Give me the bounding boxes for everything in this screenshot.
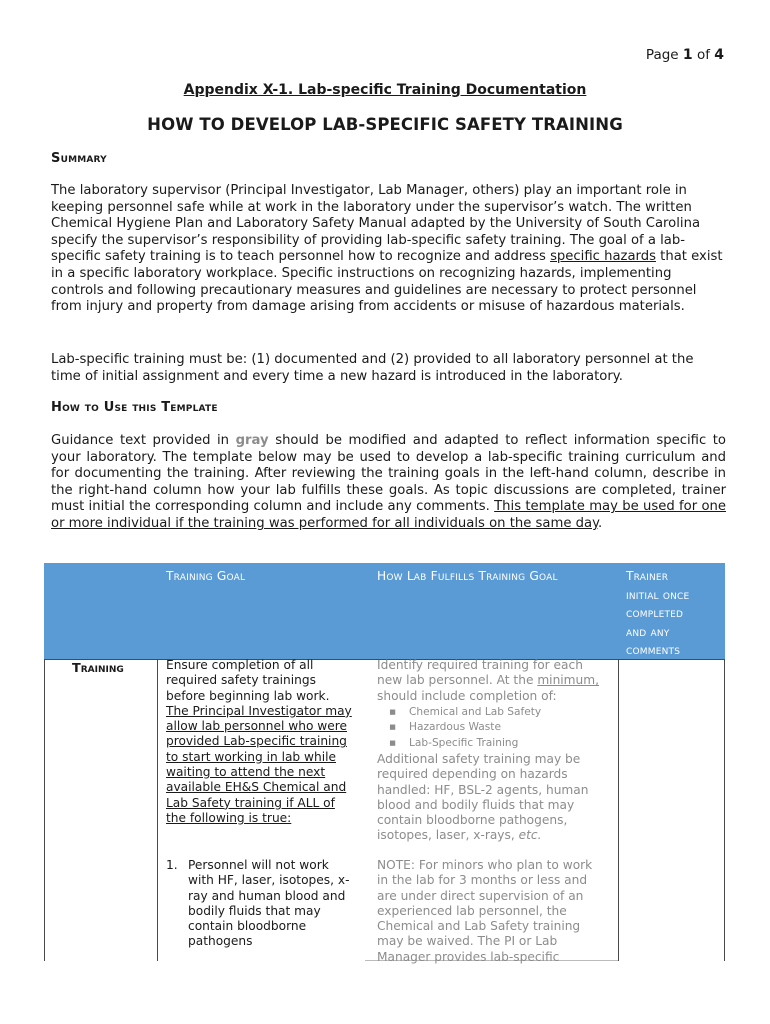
table-border-left	[44, 659, 45, 961]
trainer-initial-field[interactable]	[626, 661, 718, 951]
gray-word: gray	[235, 433, 269, 448]
page-total: 4	[714, 47, 724, 63]
goal-cell: Ensure completion of all required safety trainings before beginning lab work. The Principal Investigator may allow lab personnel who were provided Lab-specific training to start working in lab while waiting to attend the next available EH&S Chemical and Lab Safety training if ALL of the following is true:	[166, 658, 352, 825]
list-item: ▪ Lab-Specific Training	[389, 737, 519, 749]
summary-text-a: The laboratory supervisor (Principal Investigator, Lab Manager, others) play an important role in keeping personnel safe while at work in the laboratory under the supervisor’s watch. The written Chemical Hygiene Plan and Laboratory Safety Manual adapted by the University of South Carolina specify the supervisor’s responsibility of providing lab-specific safety training. The goal of a lab-specific safety training is to teach personnel how to recognize and address	[51, 183, 701, 265]
how-note: NOTE: For minors who plan to work in the lab for 3 months or less and are under direct supervision of an experienced lab personnel, the Chemical and Lab Safety training may be waived. The PI or Lab Manager provides lab-specific	[377, 858, 593, 964]
appendix-title: Appendix X-1. Lab-specific Training Documentation	[183, 82, 587, 98]
header-trainer-initial: Trainer initial once completed and any comments	[626, 569, 690, 657]
how-cell: Identify required training for each new lab personnel. At the minimum, should include completion of:	[377, 658, 600, 703]
page-label: Page	[645, 47, 679, 63]
goal-item-number: 1.	[166, 858, 178, 872]
list-item: ▪ Hazardous Waste	[389, 721, 501, 733]
how-additional: Additional safety training may be required depending on hazards handled: HF, BSL-2 agents, human blood and bodily fluids that may contain bloodborne pathogens, isotopes, laser, x-rays, etc.	[377, 752, 589, 843]
how-to-text-a: Guidance text provided in	[51, 433, 236, 448]
summary-paragraph-1	[51, 183, 726, 316]
header-how-lab-fulfills: How Lab Fulfills Training Goal	[377, 569, 558, 583]
page-of: of	[696, 47, 710, 63]
table-border	[157, 659, 158, 961]
header-training-goal: Training Goal	[166, 569, 246, 583]
summary-paragraph-2: Lab-specific training must be: (1) documented and (2) provided to all laboratory personnel at the time of initial assignment and every time a new hazard is introduced in the laboratory.	[51, 352, 694, 384]
page-number	[646, 47, 724, 63]
page-title: HOW TO DEVELOP LAB-SPECIFIC SAFETY TRAINING	[147, 115, 623, 134]
row-label-training: Training	[72, 661, 124, 676]
how-to-paragraph	[51, 433, 726, 533]
list-item: ▪ Chemical and Lab Safety	[389, 706, 542, 718]
how-to-end: .	[598, 515, 603, 531]
summary-text-b: that exist in a specific laboratory workplace. Specific instructions on recognizing hazards, implementing controls and following precautionary measures and guidelines are necessary to protect personnel from injury and property from damage arising from accidents or misuse of hazardous materials.	[51, 249, 723, 315]
template-note: This template may be used for one or more individual if the training was performed for all individuals on the same day	[51, 499, 726, 531]
table-border-right	[724, 659, 725, 961]
how-to-heading: How to Use this Template	[51, 400, 218, 415]
page-current: 1	[682, 47, 693, 63]
table-border	[618, 659, 619, 961]
goal-item-1: Personnel will not work with HF, laser, isotopes, x- ray and human blood and bodily fluids that may contain bloodborne pathogens	[188, 858, 350, 949]
summary-heading: Summary	[51, 151, 107, 166]
how-to-text-b: should be modified and adapted to reflect information specific to your laboratory. The template below may be used to develop a lab-specific training curriculum and for documenting the training. After reviewing the training goals in the left-hand column, describe in the right-hand column how your lab fulfills these goals. As topic discussions are completed, trainer must initial the corresponding column and include any comments.	[51, 433, 726, 515]
specific-hazards-link[interactable]: specific hazards	[550, 249, 656, 265]
